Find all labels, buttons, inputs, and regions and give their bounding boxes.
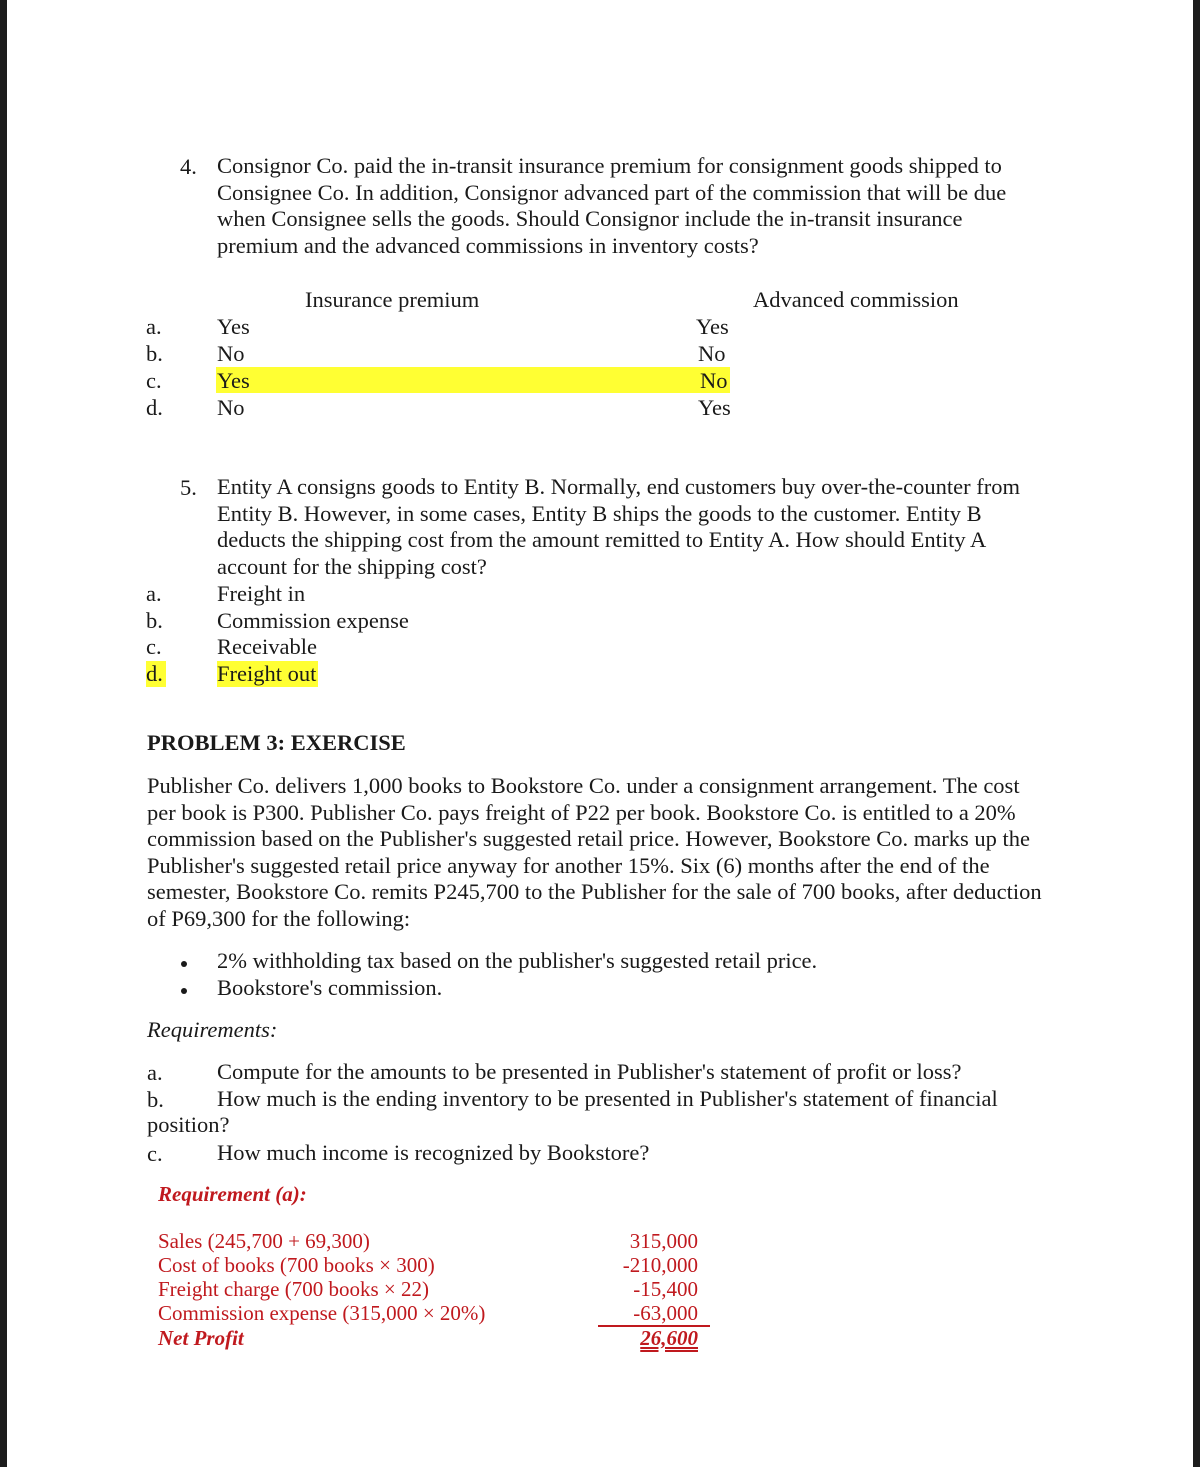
- requirement-text: Compute for the amounts to be presented in Publisher's statement of profit or loss?: [217, 1059, 962, 1084]
- q5-option-text: Receivable: [217, 634, 317, 659]
- q4-option-commission: Yes: [698, 395, 731, 420]
- q4-option-commission: No: [700, 368, 728, 393]
- solution-row-amount: -15,400: [633, 1277, 698, 1301]
- q4-option-letter: b.: [146, 341, 163, 366]
- net-profit-amount: 26,600: [640, 1326, 698, 1350]
- q5-option-text: Freight in: [217, 581, 306, 606]
- left-frame-edge: [0, 0, 7, 1467]
- solution-row-label: Sales (245,700 + 69,300): [158, 1229, 370, 1253]
- problem3-title: PROBLEM 3: EXERCISE: [147, 730, 406, 755]
- q5-option-text: Commission expense: [217, 608, 409, 633]
- q4-option-insurance: Yes: [217, 314, 250, 339]
- q4-line: when Consignee sells the goods. Should Consignor include the in-transit insurance: [217, 206, 963, 231]
- q5-line: Entity A consigns goods to Entity B. Normally, end customers buy over-the-counter from: [217, 474, 1020, 499]
- problem3-line: commission based on the Publisher's suggested retail price. However, Bookstore Co. marks up the: [147, 826, 1030, 851]
- solution-row-label: Freight charge (700 books × 22): [158, 1277, 429, 1301]
- q4-option-insurance: No: [217, 341, 245, 366]
- q4-option-insurance: No: [217, 395, 245, 420]
- q4-answer-highlight: [216, 367, 730, 393]
- right-frame-edge: [1193, 0, 1200, 1467]
- solution-row-amount: -210,000: [622, 1253, 698, 1277]
- solution-row-amount: 315,000: [629, 1229, 698, 1253]
- problem3-bullet: Bookstore's commission.: [217, 975, 443, 1000]
- requirement-text: How much is the ending inventory to be presented in Publisher's statement of financial: [217, 1086, 998, 1111]
- solution-row-label: Commission expense (315,000 × 20%): [158, 1301, 486, 1325]
- q5-text: [217, 474, 1053, 580]
- q4-column-header-commission: Advanced commission: [753, 287, 959, 312]
- bullet-icon: [181, 961, 187, 967]
- problem3-line: Publisher's suggested retail price anyway for another 15%. Six (6) months after the end of the: [147, 852, 990, 878]
- requirement-letter: c.: [147, 1141, 163, 1166]
- requirement-text: How much income is recognized by Bookstore?: [217, 1140, 650, 1165]
- q4-column-header-insurance: Insurance premium: [305, 287, 480, 312]
- q5-option-letter: b.: [146, 608, 163, 633]
- solution-row-amount: -63,000: [633, 1301, 698, 1325]
- solution-row-label: Cost of books (700 books × 300): [158, 1253, 435, 1277]
- problem3-line: of P69,300 for the following:: [147, 905, 411, 931]
- q4-option-commission: Yes: [696, 314, 729, 339]
- requirement-letter: a.: [147, 1060, 163, 1085]
- q4-option-letter: d.: [146, 395, 163, 420]
- problem3-line: Publisher Co. delivers 1,000 books to Bookstore Co. under a consignment arrangement. The cost: [147, 773, 1020, 798]
- q5-line: account for the shipping cost?: [217, 553, 487, 579]
- q5-option-letter: c.: [146, 634, 162, 659]
- q5-answer-highlighted: Freight out: [217, 661, 317, 686]
- requirements-label: Requirements:: [147, 1017, 278, 1042]
- q4-line: Consignor Co. paid the in-transit insurance premium for consignment goods shipped to: [217, 153, 1002, 178]
- q4-option-letter: a.: [146, 314, 162, 339]
- q4-line: Consignee Co. In addition, Consignor advanced part of the commission that will be due: [217, 179, 1007, 205]
- q4-line: premium and the advanced commissions in inventory costs?: [217, 232, 759, 258]
- q5-option-letter-highlighted: d.: [146, 661, 166, 687]
- problem3-paragraph: [147, 773, 1053, 932]
- requirement-text-continued: position?: [147, 1112, 230, 1137]
- problem3-line: per book is P300. Publisher Co. pays freight of P22 per book. Bookstore Co. is entitled to a 20%: [147, 799, 1016, 825]
- q5-number: 5.: [180, 475, 197, 500]
- q4-text: [217, 153, 1053, 259]
- requirement-letter: b.: [147, 1087, 164, 1112]
- problem3-bullet: 2% withholding tax based on the publisher's suggested retail price.: [217, 948, 818, 973]
- q4-option-letter: c.: [146, 368, 162, 393]
- q4-number: 4.: [180, 154, 197, 179]
- q5-option-letter: a.: [146, 581, 162, 606]
- q5-line: Entity B. However, in some cases, Entity B ships the goods to the customer. Entity B: [217, 500, 982, 526]
- bullet-icon: [181, 988, 187, 994]
- net-profit-label: Net Profit: [158, 1326, 244, 1350]
- solution-heading: Requirement (a):: [158, 1182, 307, 1206]
- q5-line: deducts the shipping cost from the amount remitted to Entity A. How should Entity A: [217, 527, 987, 552]
- q4-option-insurance: Yes: [217, 368, 250, 393]
- q4-option-commission: No: [698, 341, 726, 366]
- problem3-line: semester, Bookstore Co. remits P245,700 to the Publisher for the sale of 700 books, after deduction: [147, 879, 1042, 904]
